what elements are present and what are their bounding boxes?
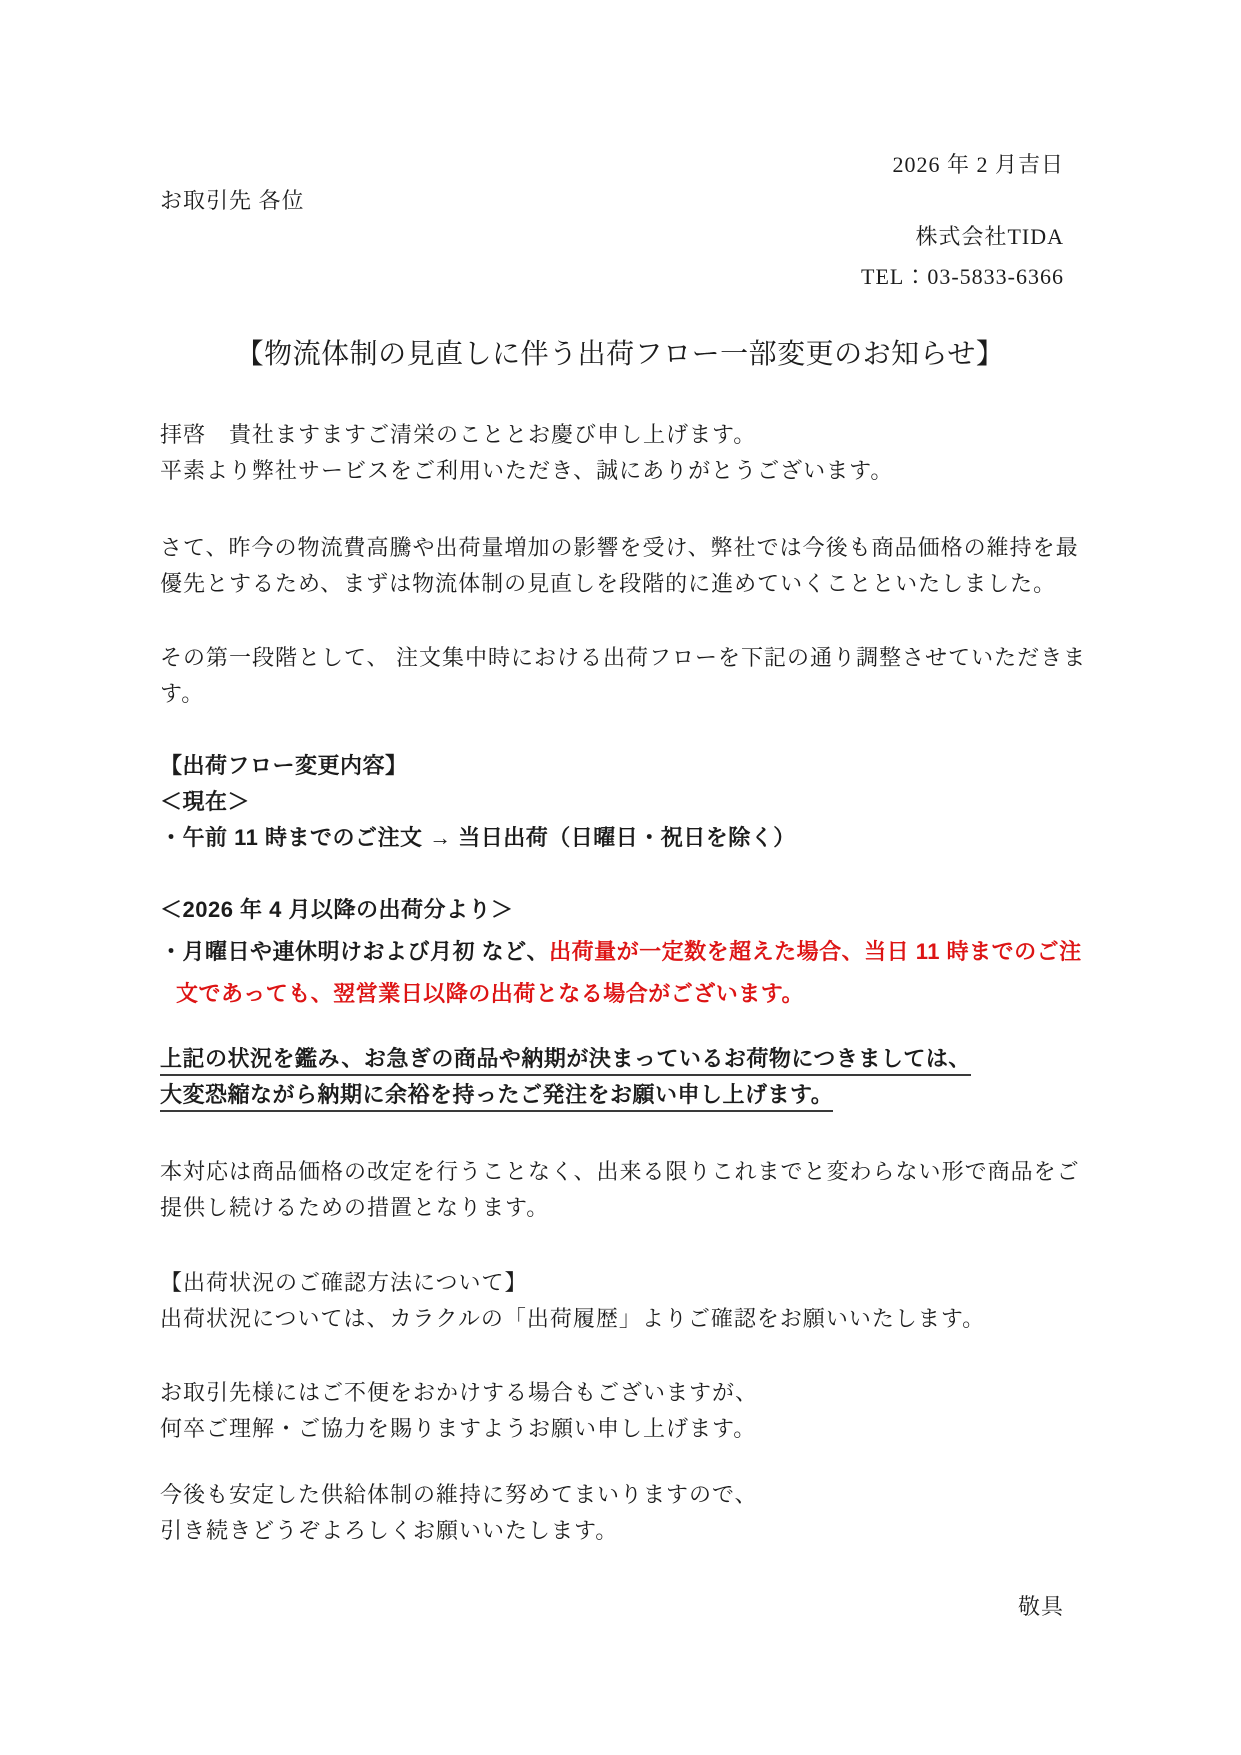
change-section-heading: 【出荷フロー変更内容】	[160, 753, 408, 778]
future-flow-rule-red-text-1: 出荷量が一定数を超えた場合、当日 11 時までのご注	[549, 939, 1082, 964]
closing-word: 敬具	[1017, 1594, 1064, 1619]
intro-line-4: す。	[160, 681, 205, 706]
outro-line-2: 引き続きどうぞよろしくお願いいたします。	[160, 1518, 619, 1543]
request-line-1-text: 上記の状況を鑑み、お急ぎの商品や納期が決まっているお荷物につきましては、	[160, 1046, 971, 1076]
company-name: 株式会社TIDA	[915, 224, 1064, 249]
greeting-line-1: 拝啓 貴社ますますご清栄のこととお慶び申し上げます。	[160, 422, 757, 447]
letter-date: 2026 年 2 月吉日	[892, 152, 1064, 177]
apology-line-2: 何卒ご理解・ご協力を賜りますようお願い申し上げます。	[160, 1416, 757, 1441]
future-flow-rule-line-1	[160, 934, 1080, 970]
request-line-1	[160, 1041, 1080, 1077]
apology-line-1: お取引先様にはご不便をおかけする場合もございますが、	[160, 1380, 759, 1405]
future-flow-label: ＜2026 年 4 月以降の出荷分より＞	[160, 897, 514, 922]
future-flow-rule-line-2: 文であっても、翌営業日以降の出荷となる場合がございます。	[176, 981, 805, 1006]
recipient: お取引先 各位	[160, 188, 305, 213]
intro-line-3: その第一段階として、 注文集中時における出荷フローを下記の通り調整させていただきま	[160, 645, 1087, 670]
request-line-2-text: 大変恐縮ながら納期に余裕を持ったご発注をお願い申し上げます。	[160, 1082, 833, 1112]
note-line-2: 提供し続けるための措置となります。	[160, 1195, 550, 1220]
company-tel: TEL：03-5833-6366	[861, 264, 1064, 289]
status-section-heading: 【出荷状況のご確認方法について】	[160, 1270, 528, 1295]
intro-line-2: 優先とするため、まずは物流体制の見直しを段階的に進めていくことといたしました。	[160, 571, 1057, 596]
request-line-2	[160, 1077, 1080, 1113]
note-line-1: 本対応は商品価格の改定を行うことなく、出来る限りこれまでと変わらない形で商品をご	[160, 1159, 1080, 1184]
current-flow-rule: ・午前 11 時までのご注文 → 当日出荷（日曜日・祝日を除く）	[160, 825, 796, 850]
outro-line-1: 今後も安定した供給体制の維持に努めてまいりますので、	[160, 1482, 758, 1507]
current-flow-label: ＜現在＞	[160, 789, 251, 814]
intro-line-1: さて、昨今の物流費高騰や出荷量増加の影響を受け、弊社では今後も商品価格の維持を最	[160, 535, 1079, 560]
greeting-line-2: 平素より弊社サービスをご利用いただき、誠にありがとうございます。	[160, 458, 894, 483]
status-section-line-1: 出荷状況については、カラクルの「出荷履歴」よりご確認をお願いいたします。	[160, 1306, 986, 1331]
future-flow-rule-black-text: ・月曜日や連休明けおよび月初 など、	[160, 939, 550, 964]
letter-title: 【物流体制の見直しに伴う出荷フロー一部変更のお知らせ】	[235, 339, 1005, 370]
